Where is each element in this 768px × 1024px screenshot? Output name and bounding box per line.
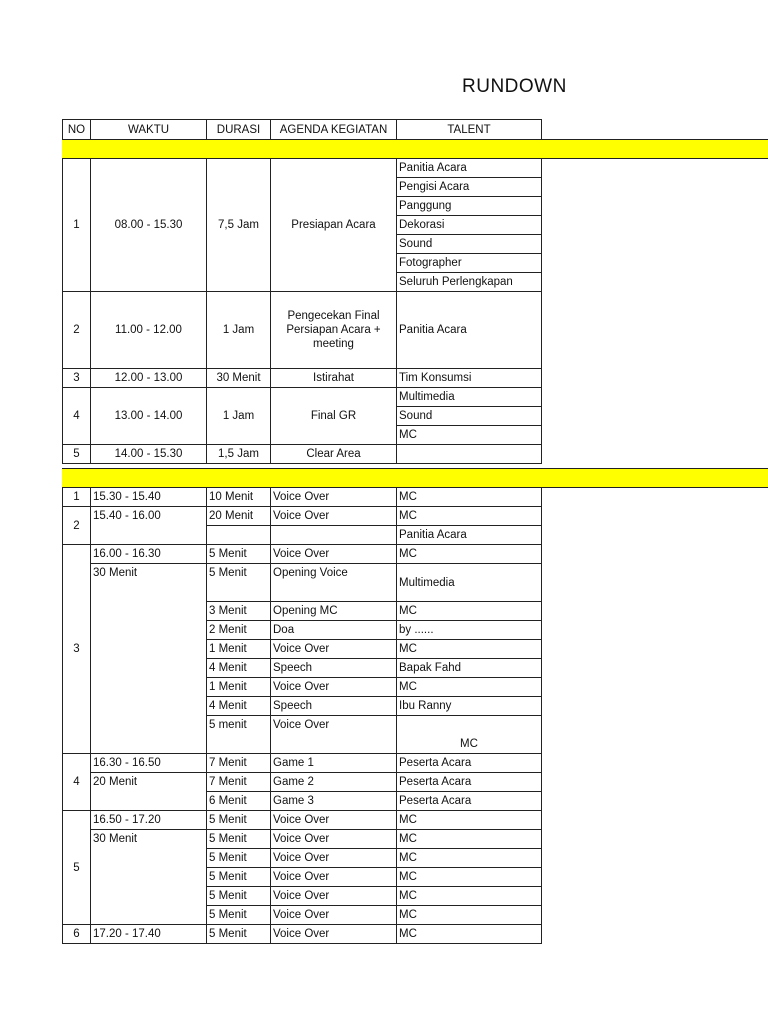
cell-no: 4 xyxy=(62,387,91,445)
cell-durasi: 5 Menit xyxy=(206,905,271,925)
cell-talent: Ibu Ranny xyxy=(396,696,542,716)
cell-agenda: Voice Over xyxy=(270,487,397,507)
cell-agenda: Voice Over xyxy=(270,848,397,868)
cell-durasi: 5 Menit xyxy=(206,848,271,868)
cell-durasi: 6 Menit xyxy=(206,791,271,811)
cell-durasi: 4 Menit xyxy=(206,658,271,678)
cell-talent: MC xyxy=(396,544,542,564)
cell-agenda: Voice Over xyxy=(270,639,397,659)
cell-talent: MC xyxy=(396,867,542,887)
cell-waktu: 11.00 - 12.00 xyxy=(90,291,207,369)
cell-talent: Sound xyxy=(396,406,542,426)
cell-talent: Panitia Acara xyxy=(396,158,542,178)
cell-talent: Peserta Acara xyxy=(396,753,542,773)
cell-durasi: 30 Menit xyxy=(206,368,271,388)
cell-talent: MC xyxy=(396,639,542,659)
cell-durasi: 5 Menit xyxy=(206,867,271,887)
cell-talent: Tim Konsumsi xyxy=(396,368,542,388)
cell-agenda: Doa xyxy=(270,620,397,640)
cell-no: 2 xyxy=(62,291,91,369)
cell-durasi: 1 Menit xyxy=(206,677,271,697)
cell-talent: MC xyxy=(396,924,542,944)
cell-no: 1 xyxy=(62,487,91,507)
cell-agenda: Voice Over xyxy=(270,924,397,944)
cell-agenda: Voice Over xyxy=(270,867,397,887)
cell-talent: MC xyxy=(396,810,542,830)
cell-no: 5 xyxy=(62,810,91,925)
cell-agenda: Voice Over xyxy=(270,677,397,697)
cell-agenda: Final GR xyxy=(270,387,397,445)
cell-waktu: 13.00 - 14.00 xyxy=(90,387,207,445)
cell-waktu-duration: 30 Menit xyxy=(90,563,207,754)
cell-no: 6 xyxy=(62,924,91,944)
cell-talent: Sound xyxy=(396,234,542,254)
section-band-preparation xyxy=(62,139,768,159)
cell-talent: MC xyxy=(396,601,542,621)
cell-durasi: 5 Menit xyxy=(206,544,271,564)
cell-no: 1 xyxy=(62,158,91,292)
cell-durasi: 3 Menit xyxy=(206,601,271,621)
cell-no: 5 xyxy=(62,444,91,464)
cell-waktu: 15.40 - 16.00 xyxy=(90,506,207,545)
cell-talent: by ...... xyxy=(396,620,542,640)
cell-talent: Seluruh Perlengkapan xyxy=(396,272,542,292)
cell-agenda: Presiapan Acara xyxy=(270,158,397,292)
cell-agenda: Istirahat xyxy=(270,368,397,388)
cell-talent: Panitia Acara xyxy=(396,525,542,545)
cell-durasi: 20 Menit xyxy=(206,506,271,526)
cell-no: 2 xyxy=(62,506,91,545)
cell-durasi: 2 Menit xyxy=(206,620,271,640)
cell-agenda: Pengecekan Final Persiapan Acara + meeting xyxy=(270,291,397,369)
cell-waktu: 08.00 - 15.30 xyxy=(90,158,207,292)
header-talent: TALENT xyxy=(396,119,542,140)
cell-durasi xyxy=(206,525,271,545)
header-agenda: AGENDA KEGIATAN xyxy=(270,119,397,140)
cell-talent: Fotographer xyxy=(396,253,542,273)
cell-waktu: 17.20 - 17.40 xyxy=(90,924,207,944)
header-no: NO xyxy=(62,119,91,140)
cell-durasi: 7,5 Jam xyxy=(206,158,271,292)
cell-durasi: 5 menit xyxy=(206,715,271,754)
cell-talent: MC xyxy=(396,677,542,697)
cell-waktu: 16.30 - 16.50 xyxy=(90,753,207,773)
cell-waktu: 16.50 - 17.20 xyxy=(90,810,207,830)
cell-agenda: Voice Over xyxy=(270,544,397,564)
cell-agenda: Game 2 xyxy=(270,772,397,792)
cell-talent: Multimedia xyxy=(396,387,542,407)
cell-talent: MC xyxy=(396,886,542,906)
cell-talent: Pengisi Acara xyxy=(396,177,542,197)
cell-agenda: Voice Over xyxy=(270,886,397,906)
cell-talent: MC xyxy=(396,487,542,507)
header-waktu: WAKTU xyxy=(90,119,207,140)
cell-durasi: 5 Menit xyxy=(206,810,271,830)
cell-durasi: 1,5 Jam xyxy=(206,444,271,464)
cell-no: 4 xyxy=(62,753,91,811)
cell-agenda: Voice Over xyxy=(270,829,397,849)
page-title: RUNDOWN xyxy=(462,76,567,97)
cell-durasi: 7 Menit xyxy=(206,772,271,792)
cell-talent: MC xyxy=(396,905,542,925)
cell-talent: Peserta Acara xyxy=(396,791,542,811)
cell-agenda: Voice Over xyxy=(270,905,397,925)
cell-durasi: 4 Menit xyxy=(206,696,271,716)
cell-durasi: 5 Menit xyxy=(206,924,271,944)
cell-agenda: Speech xyxy=(270,696,397,716)
cell-talent: MC xyxy=(396,829,542,849)
cell-agenda: Voice Over xyxy=(270,715,397,754)
cell-durasi: 5 Menit xyxy=(206,829,271,849)
cell-talent xyxy=(396,444,542,464)
cell-agenda: Game 1 xyxy=(270,753,397,773)
cell-durasi: 1 Jam xyxy=(206,387,271,445)
section-band-event xyxy=(62,468,768,488)
cell-waktu: 12.00 - 13.00 xyxy=(90,368,207,388)
header-durasi: DURASI xyxy=(206,119,271,140)
cell-talent: MC xyxy=(396,425,542,445)
cell-talent: Peserta Acara xyxy=(396,772,542,792)
cell-agenda xyxy=(270,525,397,545)
cell-talent: Panggung xyxy=(396,196,542,216)
cell-talent: Multimedia xyxy=(396,563,542,602)
cell-no: 3 xyxy=(62,544,91,754)
cell-durasi: 1 Menit xyxy=(206,639,271,659)
cell-agenda: Opening MC xyxy=(270,601,397,621)
cell-waktu: 14.00 - 15.30 xyxy=(90,444,207,464)
cell-talent: MC xyxy=(396,715,542,754)
cell-durasi: 7 Menit xyxy=(206,753,271,773)
cell-waktu: 15.30 - 15.40 xyxy=(90,487,207,507)
cell-waktu-duration: 20 Menit xyxy=(90,772,207,811)
cell-agenda: Speech xyxy=(270,658,397,678)
cell-waktu: 16.00 - 16.30 xyxy=(90,544,207,564)
cell-agenda: Voice Over xyxy=(270,810,397,830)
cell-waktu-duration: 30 Menit xyxy=(90,829,207,925)
cell-talent: MC xyxy=(396,506,542,526)
cell-talent: MC xyxy=(396,848,542,868)
cell-agenda: Clear Area xyxy=(270,444,397,464)
cell-durasi: 1 Jam xyxy=(206,291,271,369)
cell-durasi: 5 Menit xyxy=(206,886,271,906)
cell-agenda: Opening Voice xyxy=(270,563,397,602)
cell-talent: Dekorasi xyxy=(396,215,542,235)
cell-talent: Bapak Fahd xyxy=(396,658,542,678)
cell-durasi: 10 Menit xyxy=(206,487,271,507)
cell-agenda: Voice Over xyxy=(270,506,397,526)
cell-talent: Panitia Acara xyxy=(396,291,542,369)
cell-durasi: 5 Menit xyxy=(206,563,271,602)
cell-no: 3 xyxy=(62,368,91,388)
cell-agenda: Game 3 xyxy=(270,791,397,811)
